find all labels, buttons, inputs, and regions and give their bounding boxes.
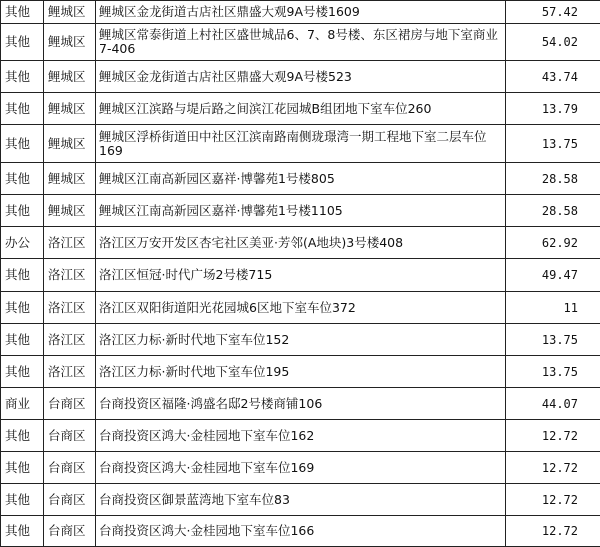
type-cell: 其他 xyxy=(1,292,44,324)
table-row xyxy=(1,324,600,356)
description-cell: 台商投资区鸿大·金桂园地下室车位166 xyxy=(96,516,506,547)
area-cell: 49.47 xyxy=(506,259,600,292)
description-cell: 洛江区力标·新时代地下室车位195 xyxy=(96,356,506,388)
table-row xyxy=(1,388,600,420)
area-cell: 54.02 xyxy=(506,24,600,61)
description-cell: 台商投资区鸿大·金桂园地下室车位169 xyxy=(96,452,506,484)
table-row xyxy=(1,1,600,24)
area-cell: 13.75 xyxy=(506,324,600,356)
description-cell: 洛江区双阳街道阳光花园城6区地下室车位372 xyxy=(96,292,506,324)
area-cell: 13.75 xyxy=(506,356,600,388)
district-cell: 洛江区 xyxy=(44,259,96,292)
description-cell: 洛江区力标·新时代地下室车位152 xyxy=(96,324,506,356)
table-row xyxy=(1,420,600,452)
type-cell: 其他 xyxy=(1,484,44,516)
description-cell: 鲤城区金龙街道古店社区鼎盛大观9A号楼523 xyxy=(96,61,506,93)
area-cell: 13.75 xyxy=(506,125,600,163)
description-cell: 鲤城区江滨路与堤后路之间滨江花园城B组团地下室车位260 xyxy=(96,93,506,125)
area-cell: 12.72 xyxy=(506,420,600,452)
type-cell: 其他 xyxy=(1,420,44,452)
area-cell: 13.79 xyxy=(506,93,600,125)
district-cell: 鲤城区 xyxy=(44,1,96,24)
type-cell: 其他 xyxy=(1,163,44,195)
description-cell: 洛江区万安开发区杏宅社区美亚·芳邻(A地块)3号楼408 xyxy=(96,227,506,259)
area-cell: 28.58 xyxy=(506,163,600,195)
table-row xyxy=(1,516,600,547)
table-row xyxy=(1,259,600,292)
description-cell: 台商投资区福隆·鸿盛名邸2号楼商铺106 xyxy=(96,388,506,420)
description-cell: 鲤城区江南高新园区嘉祥·博馨苑1号楼1105 xyxy=(96,195,506,227)
type-cell: 其他 xyxy=(1,356,44,388)
table-row xyxy=(1,484,600,516)
district-cell: 洛江区 xyxy=(44,356,96,388)
type-cell: 办公 xyxy=(1,227,44,259)
area-cell: 44.07 xyxy=(506,388,600,420)
table-row xyxy=(1,61,600,93)
area-cell: 62.92 xyxy=(506,227,600,259)
description-cell: 台商投资区鸿大·金桂园地下室车位162 xyxy=(96,420,506,452)
table-row xyxy=(1,195,600,227)
district-cell: 洛江区 xyxy=(44,324,96,356)
district-cell: 鲤城区 xyxy=(44,24,96,61)
description-cell: 鲤城区浮桥街道田中社区江滨南路南侧珑璟湾一期工程地下室二层车位169 xyxy=(96,125,506,163)
area-cell: 28.58 xyxy=(506,195,600,227)
type-cell: 其他 xyxy=(1,452,44,484)
district-cell: 鲤城区 xyxy=(44,61,96,93)
table-row xyxy=(1,163,600,195)
type-cell: 其他 xyxy=(1,24,44,61)
district-cell: 洛江区 xyxy=(44,227,96,259)
type-cell: 其他 xyxy=(1,259,44,292)
area-cell: 12.72 xyxy=(506,516,600,547)
table-row xyxy=(1,125,600,163)
type-cell: 其他 xyxy=(1,324,44,356)
description-cell: 鲤城区常泰街道上村社区盛世城品6、7、8号楼、东区裙房与地下室商业7-406 xyxy=(96,24,506,61)
district-cell: 台商区 xyxy=(44,452,96,484)
type-cell: 其他 xyxy=(1,1,44,24)
district-cell: 台商区 xyxy=(44,516,96,547)
description-cell: 鲤城区金龙街道古店社区鼎盛大观9A号楼1609 xyxy=(96,1,506,24)
description-cell: 台商投资区御景蓝湾地下室车位83 xyxy=(96,484,506,516)
type-cell: 其他 xyxy=(1,195,44,227)
area-cell: 11 xyxy=(506,292,600,324)
area-cell: 12.72 xyxy=(506,452,600,484)
district-cell: 台商区 xyxy=(44,388,96,420)
area-cell: 43.74 xyxy=(506,61,600,93)
district-cell: 鲤城区 xyxy=(44,195,96,227)
district-cell: 台商区 xyxy=(44,420,96,452)
type-cell: 商业 xyxy=(1,388,44,420)
description-cell: 鲤城区江南高新园区嘉祥·博馨苑1号楼805 xyxy=(96,163,506,195)
district-cell: 台商区 xyxy=(44,484,96,516)
type-cell: 其他 xyxy=(1,125,44,163)
table-row xyxy=(1,227,600,259)
description-cell: 洛江区恒冠·时代广场2号楼715 xyxy=(96,259,506,292)
district-cell: 鲤城区 xyxy=(44,93,96,125)
table-row xyxy=(1,24,600,61)
table-row xyxy=(1,93,600,125)
area-cell: 57.42 xyxy=(506,1,600,24)
district-cell: 鲤城区 xyxy=(44,163,96,195)
type-cell: 其他 xyxy=(1,516,44,547)
table-row xyxy=(1,356,600,388)
area-cell: 12.72 xyxy=(506,484,600,516)
property-table-body xyxy=(1,1,600,547)
type-cell: 其他 xyxy=(1,93,44,125)
district-cell: 洛江区 xyxy=(44,292,96,324)
table-row xyxy=(1,452,600,484)
district-cell: 鲤城区 xyxy=(44,125,96,163)
type-cell: 其他 xyxy=(1,61,44,93)
table-row xyxy=(1,292,600,324)
